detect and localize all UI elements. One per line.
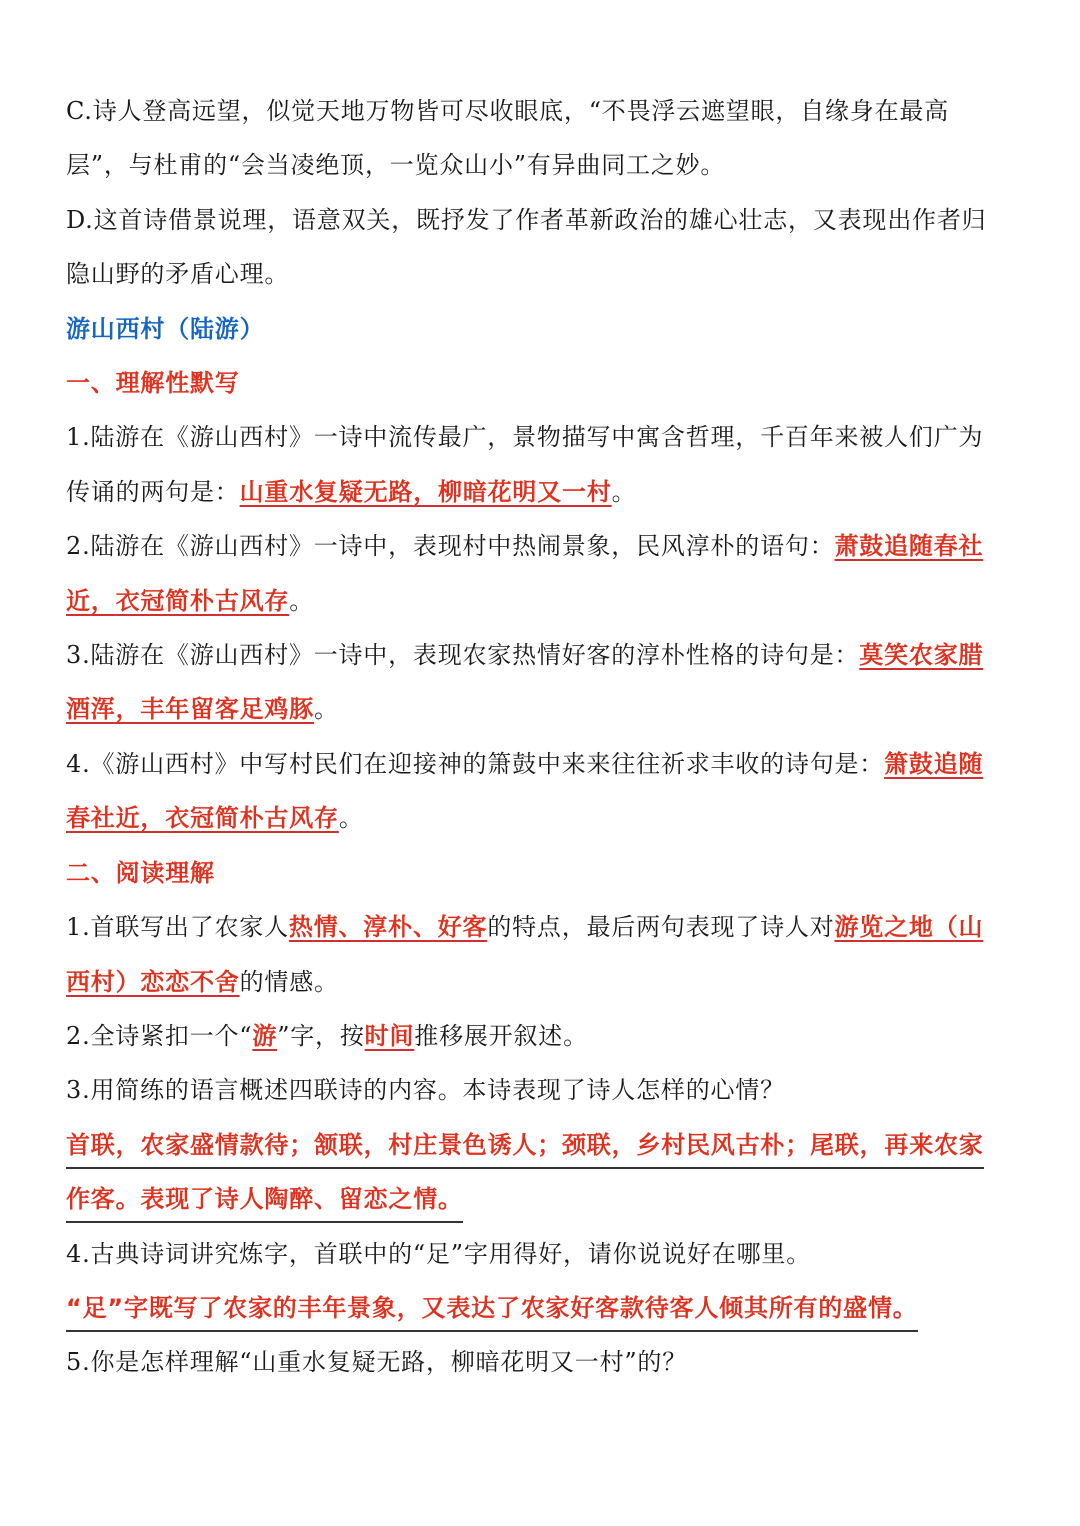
s1-q2-answer-a-part-1: 萧鼓追随春社: [834, 532, 984, 561]
s2-q1-answer-a: 热情、淳朴、好客: [288, 913, 488, 942]
s2-q3-answer-2: 作客。表现了诗人陶醉、留恋之情。: [66, 1177, 463, 1223]
s1-q3-line-1: [66, 628, 1010, 682]
s1-q4-answer-b: 衣冠简朴古风存: [165, 804, 339, 833]
option-c-line-2: 层”，与杜甫的“会当凌绝顶，一览众山小”有异曲同工之妙。: [66, 151, 726, 180]
s1-q4-prefix: 4.《游山西村》中写村民们在迎接神的箫鼓中来来往往祈求丰收的诗句是：: [66, 749, 885, 778]
s1-q1-answer-a: 山重水复疑无路: [239, 477, 414, 506]
s1-q2-answer-b: 衣冠简朴古风存: [115, 586, 290, 615]
s1-q1-prefix: 传诵的两句是：: [66, 477, 240, 506]
s1-q4-line-2: [66, 791, 1010, 845]
s2-q1-text-3: 的情感。: [239, 967, 339, 996]
s1-q2-answer-a-part-2: 近: [66, 586, 91, 615]
s1-q2-separator: ，: [90, 586, 116, 615]
s1-q2-line-2: [66, 574, 1010, 628]
option-c-line-1: C.诗人登高远望，似觉天地万物皆可尽收眼底，“不畏浮云遮望眼，自缘身在最高: [66, 97, 950, 125]
s1-q3-prefix: 3.陆游在《游山西村》一诗中，表现农家热情好客的淳朴性格的诗句是：: [66, 641, 860, 670]
s2-q1-answer-b-part-1: 游览之地（山: [834, 913, 984, 942]
s1-q4-end: 。: [338, 804, 364, 833]
s2-q2-text-2: ”字，按: [277, 1021, 365, 1050]
s2-q2-answer-a: 游: [252, 1021, 278, 1050]
s1-q1-line-1: 1.陆游在《游山西村》一诗中流传最广，景物描写中寓含哲理，千百年来被人们广为: [66, 423, 984, 452]
s2-q1-line-2: [66, 955, 1010, 1009]
s2-q1-answer-b-part-2: 西村）恋恋不舍: [66, 967, 240, 996]
section-1-heading: 一、理解性默写: [66, 369, 240, 398]
s2-q1-text-2: 的特点，最后两句表现了诗人对: [487, 913, 835, 942]
s2-q3-answer-line-2: [66, 1172, 1010, 1226]
s1-q1-end: 。: [611, 477, 637, 506]
s1-q2-end: 。: [289, 586, 315, 615]
s1-q4-answer-a-part-2: 春社近: [66, 804, 141, 833]
s1-q2-line-1: [66, 519, 1010, 573]
s2-q4-answer: “足”字既写了农家的丰年景象，又表达了农家好客款待客人倾其所有的盛情。: [66, 1286, 918, 1332]
s1-q4-separator: ，: [140, 804, 166, 833]
s2-q2-text-3: 推移展开叙述。: [414, 1021, 588, 1050]
s1-q2-prefix: 2.陆游在《游山西村》一诗中，表现村中热闹景象，民风淳朴的语句：: [66, 532, 835, 561]
s1-q4-line-1: [66, 737, 1010, 791]
s2-q1-text-1: 1.首联写出了农家人: [66, 913, 289, 942]
s1-q3-answer-a-part-2: 酒浑: [66, 695, 116, 724]
s2-q2-line: [66, 1009, 1010, 1063]
s2-q3-question: 3.用简练的语言概述四联诗的内容。本诗表现了诗人怎样的心情？: [66, 1076, 785, 1105]
s1-q1-answer-b: 柳暗花明又一村: [438, 477, 612, 506]
s2-q4-answer-line: [66, 1281, 1010, 1335]
s1-q1-separator: ，: [413, 477, 439, 506]
s2-q1-line-1: [66, 900, 1010, 954]
s2-q4-question: 4.古典诗词讲究炼字，首联中的“足”字用得好，请你说说好在哪里。: [66, 1239, 812, 1268]
s2-q3-answer-line-1: [66, 1118, 1010, 1172]
s1-q1-line-2: [66, 465, 1010, 519]
option-d-line-1: D.这首诗借景说理，语意双关，既抒发了作者革新政治的雄心壮志，又表现出作者归: [66, 205, 987, 234]
s2-q3-answer-1: 首联，农家盛情款待；颔联，村庄景色诱人；颈联，乡村民风古朴；尾联，再来农家: [66, 1123, 984, 1169]
section-2-heading: 二、阅读理解: [66, 858, 215, 887]
s1-q3-answer-a-part-1: 莫笑农家腊: [859, 641, 984, 670]
s2-q5-question: 5.你是怎样理解“山重水复疑无路，柳暗花明又一村”的？: [66, 1348, 688, 1377]
s2-q2-text-1: 2.全诗紧扣一个“: [66, 1021, 253, 1050]
s2-q2-answer-b: 时间: [364, 1021, 415, 1050]
s1-q3-line-2: [66, 682, 1010, 736]
poem-title: 游山西村（陆游）: [66, 314, 265, 343]
s1-q3-end: 。: [314, 695, 339, 724]
option-d-line-2: 隐山野的矛盾心理。: [66, 260, 290, 289]
s1-q3-answer-b: 丰年留客足鸡豚: [140, 695, 315, 724]
s1-q3-separator: ，: [115, 695, 141, 724]
s1-q4-answer-a-part-1: 箫鼓追随: [884, 749, 984, 778]
